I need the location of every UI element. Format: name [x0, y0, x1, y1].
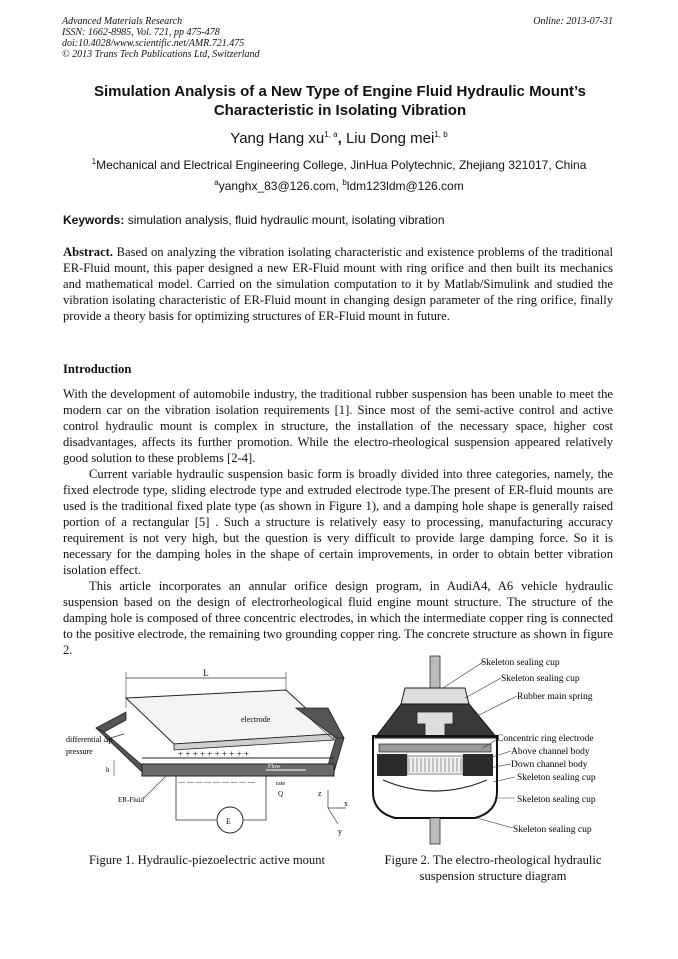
email-b-sup: b	[342, 178, 347, 187]
affiliation	[0, 158, 678, 172]
fig2-label-8: Skeleton sealing cup	[517, 795, 596, 805]
label-diff-2: pressure	[66, 747, 93, 756]
label-y: y	[338, 827, 342, 836]
label-rate: rate	[276, 781, 285, 787]
figure-1-diagram	[66, 668, 356, 848]
journal-name: Advanced Materials Research	[62, 16, 183, 27]
bottom-stud	[430, 818, 440, 844]
abstract-label: Abstract.	[63, 245, 114, 259]
introduction-body	[63, 386, 613, 658]
figure-1-caption: Figure 1. Hydraulic-piezoelectric active mount	[88, 853, 326, 867]
channel-body-left	[377, 754, 407, 776]
left-wall-top	[96, 712, 126, 732]
label-er-fluid: ER-Fluid	[118, 796, 145, 804]
concentric-ring-electrode	[379, 744, 491, 752]
journal-copyright: © 2013 Trans Tech Publications Ltd, Switzerland	[62, 49, 260, 60]
label-q: Q	[278, 790, 284, 798]
fig2-label-3: Rubber main spring	[517, 692, 593, 702]
inner-chamber	[407, 756, 463, 774]
email-a[interactable]: yanghx_83@126.com,	[218, 179, 343, 193]
journal-issn: ISSN: 1662-8985, Vol. 721, pp 475-478	[62, 27, 220, 38]
fig2-label-2: Skeleton sealing cup	[501, 674, 580, 684]
er-fluid-leader	[144, 776, 166, 798]
minus-signs: — — — — — — — — —	[178, 778, 255, 786]
label-x: x	[344, 799, 348, 808]
label-flow: Flow	[268, 764, 281, 770]
label-L: L	[203, 668, 209, 678]
author-line	[0, 130, 678, 147]
axis-y	[328, 808, 338, 824]
author-2-sup: 1, b	[434, 130, 448, 139]
author-1-sup: 1, a	[324, 130, 338, 139]
keywords-text: simulation analysis, fluid hydraulic mount, isolating vibration	[124, 213, 445, 227]
paper-title: Simulation Analysis of a New Type of Engine Fluid Hydraulic Mount’s Characteristic in Isolating Vibration	[94, 83, 586, 119]
fig2-label-5: Above channel body	[511, 747, 590, 757]
intro-paragraph-3: This article incorporates an annular orifice design program, in AudiA4, A6 vehicle hydraulic suspension based on the design of electrorheological fluid engine mount structure. The structure of the damping hole is composed of three concentric electrodes, in which the intermediate copper ring is connected to the positive electrode, the remaining two grounding copper ring. The concrete structure as shown in figure 2.	[63, 579, 613, 657]
fig2-label-1: Skeleton sealing cup	[481, 658, 560, 668]
label-z: z	[318, 789, 322, 798]
fig2-label-4: Concentric ring electrode	[497, 734, 594, 744]
abstract	[63, 244, 613, 324]
label-diff-1: differential Δp	[66, 735, 113, 744]
plus-signs: + + + + + + + + + +	[178, 749, 250, 759]
online-date: Online: 2013-07-31	[533, 16, 613, 27]
fig2-label-7: Skeleton sealing cup	[517, 773, 596, 783]
author-sep: ,	[337, 130, 342, 147]
fig2-label-9: Skeleton sealing cup	[513, 825, 592, 835]
intro-paragraph-1: With the development of automobile industry, the traditional rubber suspension has been unable to meet the modern car on the vibration isolation requirements [1]. Since most of the semi-active control and active control hydraulic mount is complex in structure, the installation of the necessary space, higher cost disadvantages, affects its further promotion. While the electro-rheological suspension appeared relatively good solution to these problems [2-4].	[63, 387, 613, 465]
email-b[interactable]: ldm123ldm@126.com	[346, 179, 464, 193]
channel-body-right	[463, 754, 493, 776]
abstract-text: Based on analyzing the vibration isolating characteristic and existence problems of the traditional ER-Fluid mount, this paper designed a new ER-Fluid mount with ring orifice and then built its mechanics and mathematical model. Carried on the simulation computation to it by Matlab/Simulink and studied the vibration isolating characteristic of ER-Fluid mount in changing design parameter of the ring orifice, finally provide a theory basis for optimizing structures of ER-Fluid mount in future.	[63, 245, 613, 323]
keywords	[63, 213, 445, 227]
label-electrode: electrode	[241, 715, 271, 724]
journal-header	[62, 16, 260, 60]
label-e: E	[226, 817, 231, 826]
keywords-label: Keywords:	[63, 213, 125, 227]
figure-2-caption: Figure 2. The electro-rheological hydraulic suspension structure diagram	[384, 853, 602, 883]
email-line	[0, 179, 678, 193]
figure-2-diagram	[365, 652, 627, 847]
top-stud	[430, 656, 440, 688]
author-2: Liu Dong mei	[341, 130, 435, 147]
bottom-diaphragm	[383, 780, 487, 791]
top-sealing-cup	[401, 688, 469, 704]
label-h: h	[106, 766, 110, 774]
affiliation-text: Mechanical and Electrical Engineering College, JinHua Polytechnic, Zhejiang 321017, China	[96, 158, 587, 172]
email-a-sup: a	[214, 178, 219, 187]
intro-paragraph-2: Current variable hydraulic suspension basic form is broadly divided into three categories, namely, the fixed electrode type, sliding electrode type and extruded electrode type.The present of ER-fluid mounts are used is the traditional fixed plate type (as shown in Figure 1), and a damping hole shape is generally raised portion of a rectangular [5] . Such a structure is relatively easy to processing, manufacturing accuracy requirement is not very high, but the question is very difficult to provide large damping force. So it is necessary for the damping holes in the shape of certain improvements, in order to obtain better vibration isolation effect.	[63, 467, 613, 577]
section-heading-introduction: Introduction	[63, 362, 132, 376]
journal-doi[interactable]: doi:10.4028/www.scientific.net/AMR.721.475	[62, 38, 245, 49]
author-1: Yang Hang xu	[230, 130, 325, 147]
affiliation-sup: 1	[91, 157, 97, 166]
fig2-label-6: Down channel body	[511, 760, 588, 770]
